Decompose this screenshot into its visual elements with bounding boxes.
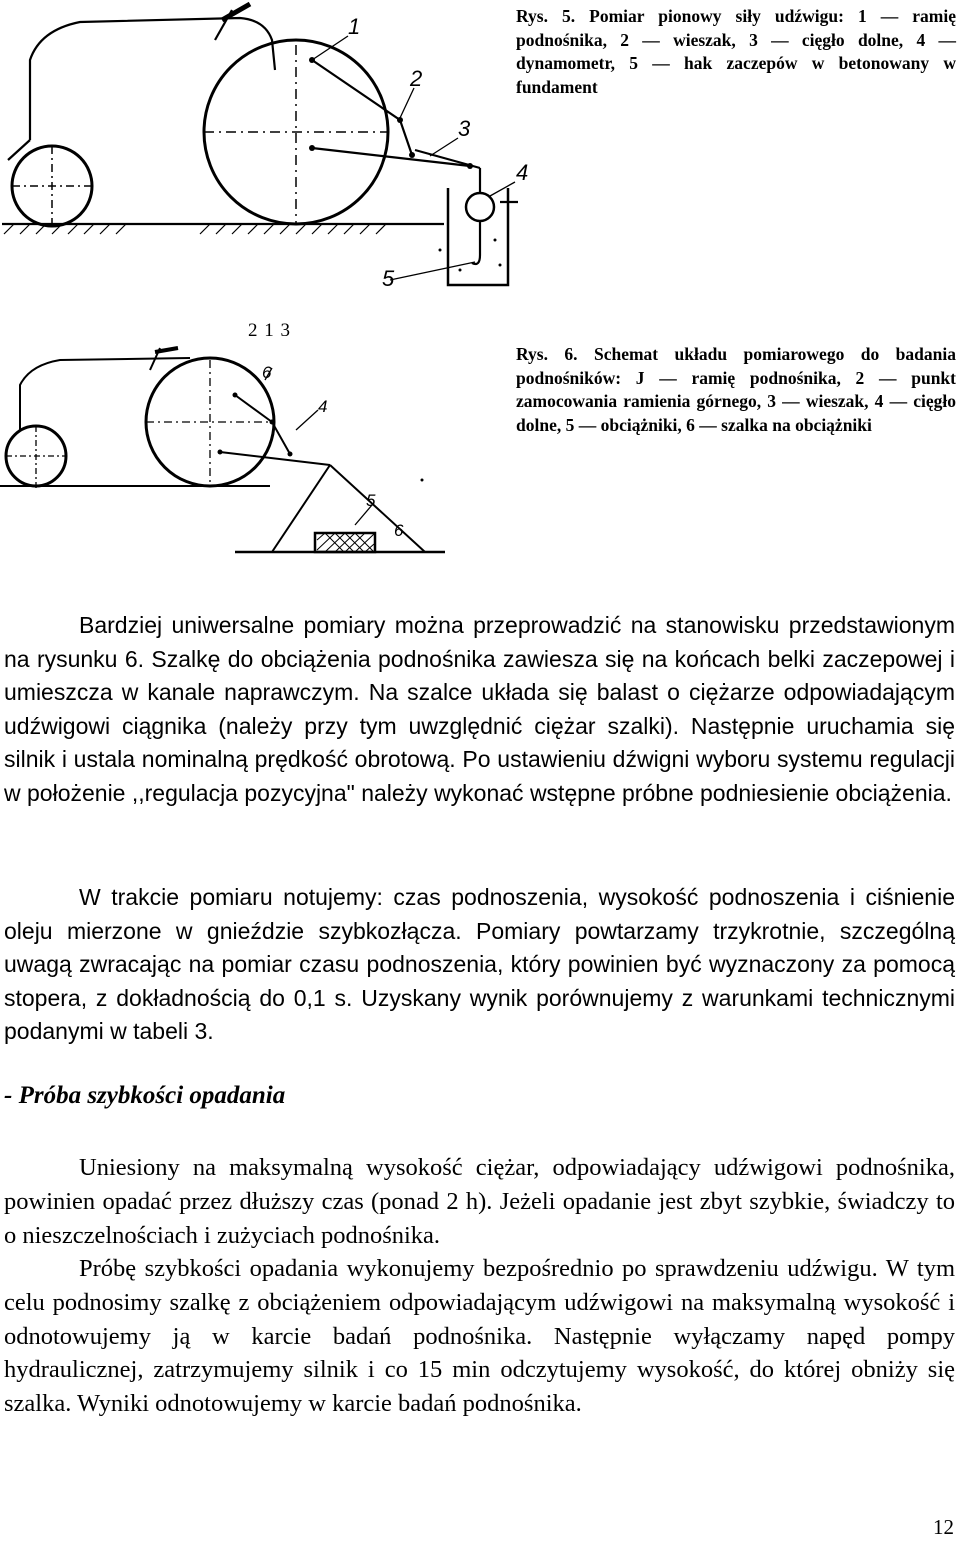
lifter-test-rig-illustration (0, 340, 470, 562)
figure-rys6-top-digits: 2 1 3 (248, 320, 291, 341)
figure-rys5-caption: Rys. 5. Pomiar pionowy siły udźwigu: 1 — ramię podnośnika, 2 — wieszak, 3 — cięgło dolne, 4 — dynamometr, 5 — hak zaczepów w betonowany w fundament (516, 6, 956, 97)
figure-rys6-caption: Rys. 6. Schemat układu pomiarowego do badania podnośników: J — ramię podnośnika, 2 — punkt zamocowania ramienia górnego, 3 — wieszak, 4 — cięgło dolne, 5 — obciążniki, 6 — szalka na obciążniki (516, 344, 956, 435)
paragraph-3: Uniesiony na maksymalną wysokość ciężar, odpowiadający udźwigowi podnośnika, powinien opadać przez dłuższy czas (ponad 2 h). Jeżeli opadanie jest zbyt szybkie, świadczy to o nieszczelnościach i zużyciach podnośnika. (4, 1154, 955, 1249)
page-number: 12 (933, 1515, 954, 1539)
fig2-label-6: 6 (394, 521, 404, 540)
paragraph-4: Próbę szybkości opadania wykonujemy bezpośrednio po sprawdzeniu udźwigu. W tym celu podnosimy szalkę z obciążeniem odpowiadającym udźwigowi na maksymalną wysokość i odnotowujemy ją w karcie badań podnośnika. Następnie wyłączamy napęd pompy hydraulicznej, zatrzymujemy silnik i co 15 min odczytujemy wysokość, do której obniży się szalka. Wyniki odnotowujemy w karcie badań podnośnika. (4, 1255, 955, 1418)
tractor-dynamometer-illustration (0, 0, 529, 300)
fig2-label-6-top: 6 (262, 363, 272, 382)
fig2-label-4: 4 (318, 397, 328, 416)
paragraph-2: W trakcie pomiaru notujemy: czas podnoszenia, wysokość podnoszenia i ciśnienie oleju mierzone w gnieździe szybkozłącza. Pomiary powtarzamy trzykrotnie, szczególną uwagą zwracając na pomiar czasu podnoszenia, który powinien być wyznaczony za pomocą stopera, z dokładnością do 0,1 s. Uzyskany wynik porównujemy z warunkami technicznymi podanymi w tabeli 3. (4, 884, 955, 1045)
figure-rys6-drawing (0, 340, 470, 562)
fig1-label-3: 3 (458, 116, 471, 141)
fig1-label-2: 2 (410, 66, 423, 91)
fig1-label-1: 1 (348, 14, 361, 39)
fig1-label-5: 5 (382, 266, 395, 291)
section-heading: - Próba szybkości opadania (4, 1082, 286, 1109)
fig1-label-4: 4 (516, 160, 529, 185)
paragraph-1: Bardziej uniwersalne pomiary można przeprowadzić na stanowisku przedstawionym na rysunku 6. Szalkę do obciążenia podnośnika zawiesza się na końcach belki zaczepowej i umieszcza w kanale naprawczym. Na szalce układa się balast o ciężarze odpowiadającym udźwigowi ciągnika (należy przy tym uwzględnić ciężar szalki). Następnie uruchamia się silnik i ustala nominalną prędkość obrotową. Po ustawieniu dźwigni wyboru systemu regulacji w położenie ,,regulacja pozycyjna" należy wykonać wstępne próbne podniesienie obciążenia. (4, 612, 955, 806)
fig2-label-5: 5 (366, 491, 376, 510)
figure-rys5-drawing (0, 0, 529, 300)
